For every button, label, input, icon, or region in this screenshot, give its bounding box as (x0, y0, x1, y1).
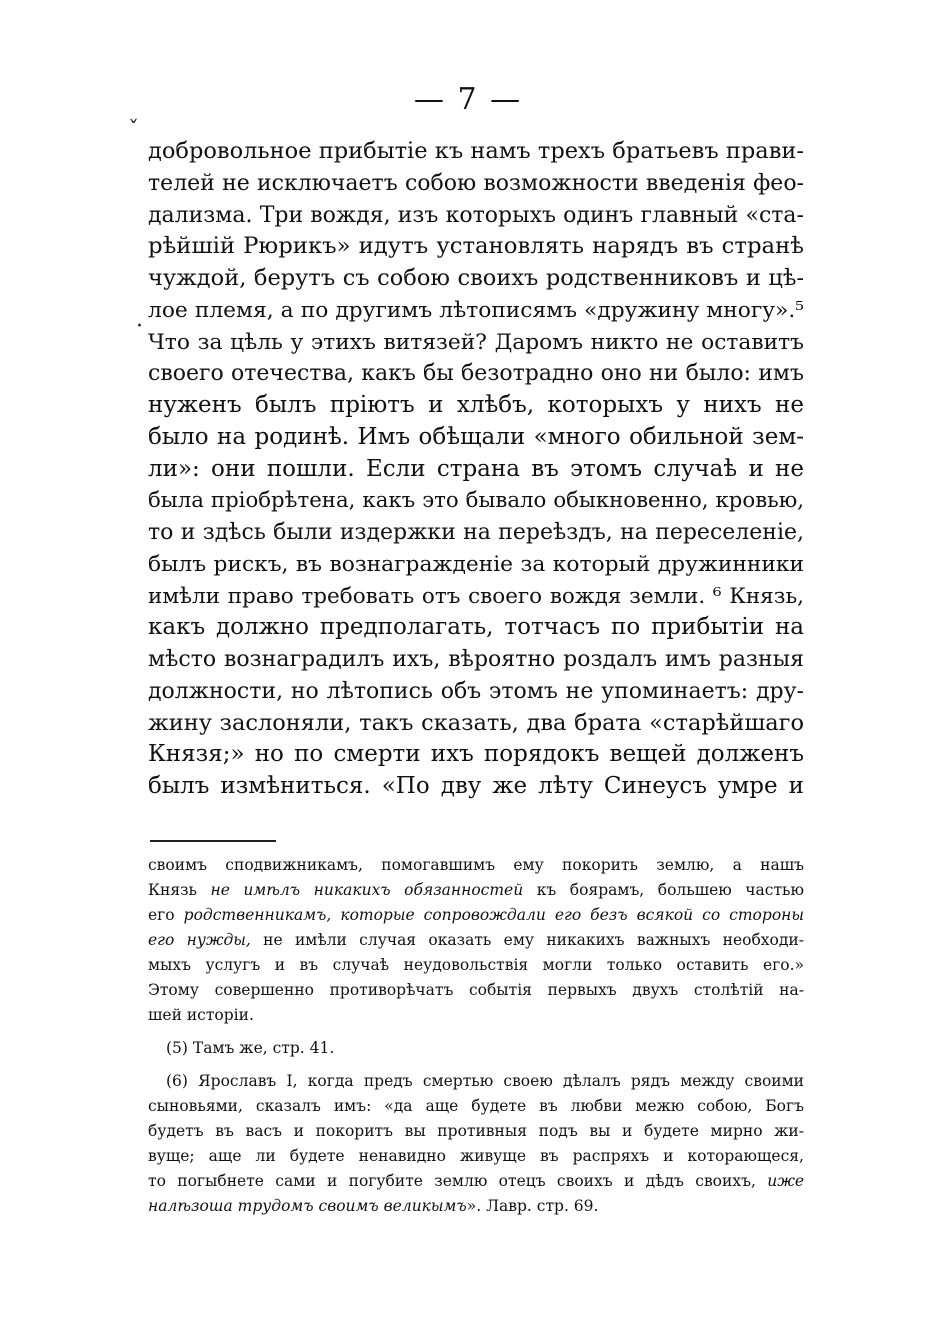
text-line: своего отечества, какъ бы безотрадно оно ни было: имъ (148, 361, 804, 387)
footnote-line: своимъ сподвижникамъ, помогавшимъ ему покорить землю, а нашъ (148, 856, 804, 874)
text-line: былъ рискъ, въ вознагражденіе за который дружинники (148, 551, 804, 577)
text-line: мѣсто вознаградилъ ихъ, вѣроятно роздалъ имъ разныя (148, 647, 804, 672)
footnote-6-line: сыновьями, сказалъ имъ: «да аще будете въ любви межю собою, Богъ (148, 1097, 804, 1115)
footnote-italic: его нужды, (148, 931, 251, 949)
text-line: былъ измѣниться. «По дву же лѣту Синеусъ умре и (148, 773, 804, 799)
text-line: Что за цѣль у этихъ витязей? Даромъ никто не оставитъ (148, 329, 804, 355)
text-line: рѣйшій Рюрикъ» идутъ установлять нарядъ въ странѣ (148, 233, 804, 260)
footnote-italic: налѣзоша трудомъ своимъ великымъ (148, 1197, 467, 1215)
footnote-line (148, 878, 804, 903)
footnote-line (148, 903, 804, 928)
print-mark: ˇ (128, 118, 139, 143)
text-line: имѣли право требовать отъ своего вождя земли. ⁶ Князь, (148, 583, 804, 609)
text-line: какъ должно предполагать, тотчасъ по прибытіи на (148, 614, 804, 641)
footnote-6-line (148, 1194, 804, 1219)
text-line: лое племя, а по другимъ лѣтописямъ «дружину многу».⁵ (148, 297, 804, 323)
text-line: Князя;» но по смерти ихъ порядокъ вещей долженъ (148, 741, 804, 768)
footnote-text: Князь (148, 881, 211, 899)
footnote-gap (148, 1061, 804, 1069)
footnote-separator (150, 840, 276, 842)
text-line: должности, но лѣтопись объ этомъ не упоминаетъ: дру- (148, 678, 804, 704)
text-line: ли»: они пошли. Если страна въ этомъ случаѣ и не (148, 455, 804, 482)
footnotes (148, 853, 804, 1219)
footnote-line: мыхъ услугъ и въ случаѣ неудовольствія могли только оставить его.» (148, 956, 804, 974)
margin-dot: · (136, 314, 143, 339)
footnote-6-line: вуще; аще ли будете ненавидно живуще въ распряхъ и которающеся, (148, 1147, 804, 1165)
page-number: — 7 — (413, 82, 523, 117)
footnote-italic: иже (767, 1172, 804, 1190)
text-line: телей не исключаетъ собою возможности введенія фео- (148, 170, 804, 196)
footnote-6-line: будетъ въ васъ и покоритъ вы противныя подъ вы и будете мирно жи- (148, 1122, 804, 1140)
footnote-italic: родственникамъ, которые сопровождали его безъ всякой со стороны (183, 906, 804, 924)
text-line: добровольное прибытіе къ намъ трехъ братьевъ прави- (148, 138, 804, 164)
text-line: была пріобрѣтена, какъ это бывало обыкновенно, кровью, (148, 488, 804, 514)
footnote-line (148, 928, 804, 953)
footnote-gap (148, 1028, 804, 1036)
text-line: чуждой, берутъ съ собою своихъ родственниковъ и цѣ- (148, 265, 804, 291)
footnote-6-line: (6) Ярославъ I, когда предъ смертью своею дѣлалъ рядъ между своими (166, 1072, 804, 1090)
text-line: было на родинѣ. Имъ обѣщали «много обильной зем- (148, 423, 804, 450)
footnote-6-line (148, 1169, 804, 1194)
footnote-5: (5) Тамъ же, стр. 41. (166, 1039, 335, 1057)
footnote-text: къ боярамъ, большею частью (523, 881, 804, 899)
text-line: дализма. Три вождя, изъ которыхъ одинъ главный «ста- (148, 202, 804, 228)
footnote-text: не имѣли случая оказать ему никакихъ важныхъ необходи- (250, 931, 804, 949)
footnote-text: ». Лавр. стр. 69. (466, 1197, 599, 1215)
text-line: жину заслоняли, такъ сказать, два брата «старѣйшаго (148, 709, 804, 736)
text-line: то и здѣсь были издержки на переѣздъ, на переселеніе, (148, 520, 804, 545)
footnote-line: шей исторіи. (148, 1006, 254, 1024)
text-line: нуженъ былъ пріютъ и хлѣбъ, которыхъ у нихъ не (148, 392, 804, 418)
footnote-italic: не имѣлъ никакихъ обязанностей (210, 881, 524, 899)
footnote-text: его (148, 906, 184, 924)
footnote-line: Этому совершенно противорѣчатъ событія первыхъ двухъ столѣтій на- (148, 981, 804, 999)
footnote-text: то погыбнете сами и погубите землю отецъ своихъ и дѣдъ своихъ, (148, 1172, 768, 1190)
main-text (148, 136, 804, 803)
